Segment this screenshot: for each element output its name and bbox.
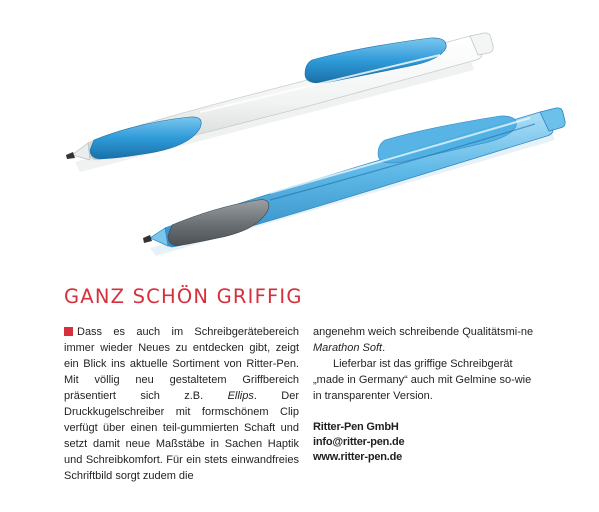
product-name-ellips: Ellips xyxy=(227,390,254,402)
paragraph-text: angenehm weich schreibende Qualitätsmi-ne xyxy=(313,326,534,338)
paragraph-text: Dass es auch im Schreibgerätebereich immer wieder Neues zu entdecken gibt, zeigt ein Blick ins aktuelle Sortiment von Ritter-Pen. Mit völlig neu gestaltetem Griffbereich präsentiert sich z.B. xyxy=(64,326,299,402)
paragraph-text: . Der Druckkugelschreiber mit formschönem Clip verfügt über einen teil-gummierten Schaft und setzt damit neue Maßstäbe in Sachen Haptik und Schreibkomfort. Für ein stets einwandfreies Schriftbild sorgt zudem die xyxy=(64,390,299,482)
article-paragraph-1-continued xyxy=(313,324,538,356)
product-name-marathon-soft: Marathon Soft xyxy=(313,342,383,354)
article-headline: GANZ SCHÖN GRIFFIG xyxy=(64,285,303,308)
company-name: Ritter-Pen GmbH xyxy=(313,421,399,433)
article-left-column xyxy=(64,324,299,484)
article-right-column xyxy=(313,324,538,465)
contact-email: info@ritter-pen.de xyxy=(313,436,405,448)
article-paragraph-1 xyxy=(64,324,299,484)
paragraph-text: . xyxy=(382,342,386,354)
article-paragraph-2: Lieferbar ist das griffige Schreibgerät „made in Germany“ auch mit Gelmine so-wie in transparenter Version. xyxy=(313,358,532,402)
contact-block xyxy=(313,420,538,465)
red-square-bullet-icon xyxy=(64,327,73,336)
contact-website: www.ritter-pen.de xyxy=(313,451,403,463)
